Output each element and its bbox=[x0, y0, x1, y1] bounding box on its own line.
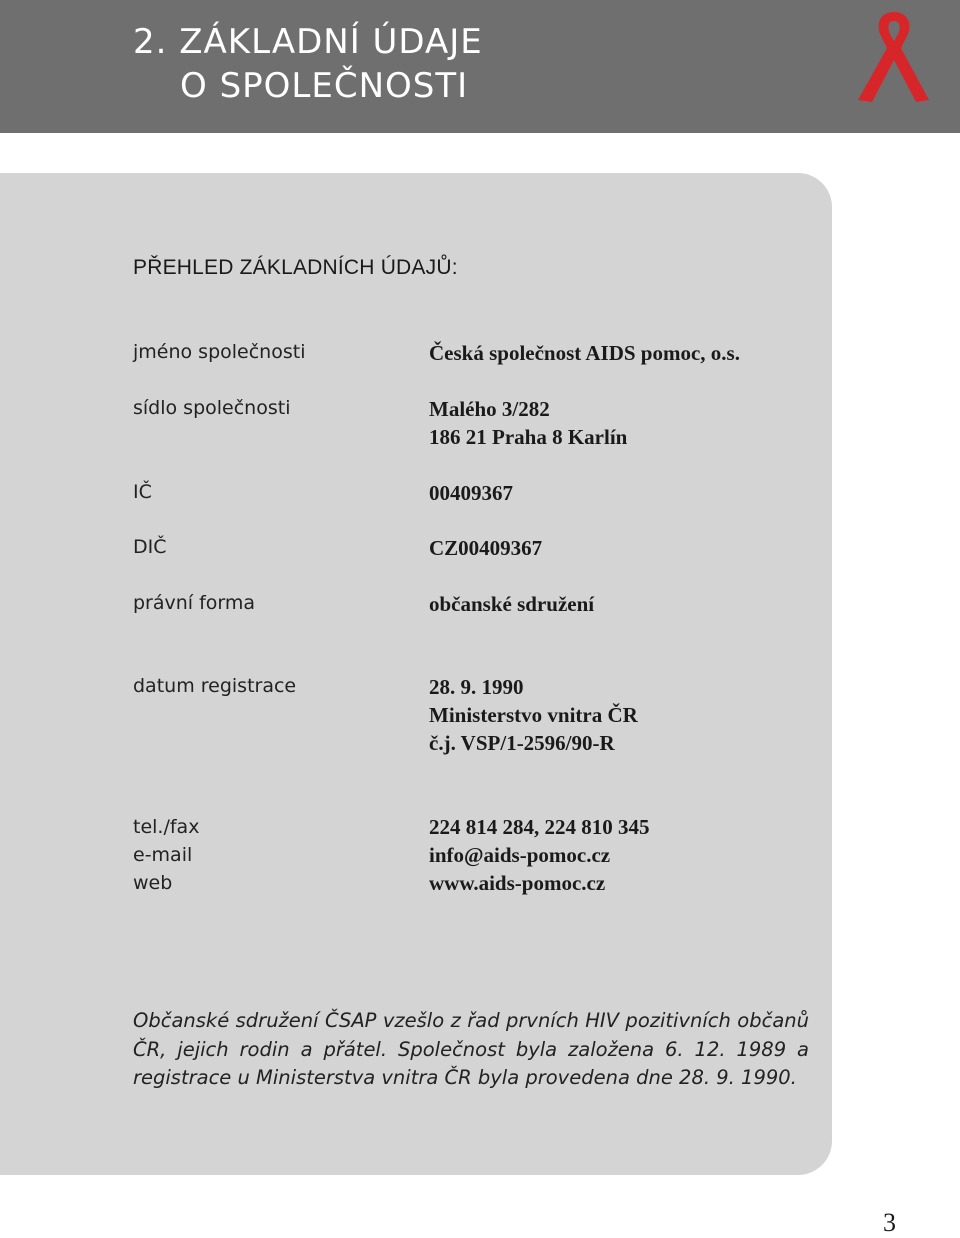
value-dic: CZ00409367 bbox=[429, 536, 543, 560]
value-company-seat bbox=[429, 395, 627, 451]
header-band bbox=[0, 0, 960, 133]
page-number: 3 bbox=[883, 1208, 896, 1237]
value-ic: 00409367 bbox=[429, 481, 513, 505]
label-registration: datum registrace bbox=[133, 675, 297, 697]
seat-street: Malého 3/282 bbox=[429, 397, 550, 421]
chapter-title-line-1: 2. ZÁKLADNÍ ÚDAJE bbox=[133, 22, 483, 62]
value-registration bbox=[429, 673, 638, 757]
contact-values bbox=[429, 813, 650, 897]
label-web: web bbox=[133, 872, 173, 894]
label-dic: DIČ bbox=[133, 536, 167, 558]
chapter-title-line-2: O SPOLEČNOSTI bbox=[180, 66, 469, 106]
registration-reference: č.j. VSP/1-2596/90-R bbox=[429, 731, 615, 755]
value-email[interactable]: info@aids-pomoc.cz bbox=[429, 843, 611, 867]
contact-labels bbox=[133, 813, 199, 897]
value-legal-form: občanské sdružení bbox=[429, 592, 595, 616]
description-paragraph: Občanské sdružení ČSAP vzešlo z řad prvních HIV pozitivních občanů ČR, jejich rodin a přátel. Společnost byla založena 6. 12. 1989 a registrace u Ministerstva vnitra ČR byla provedena dne 28. 9. 1990. bbox=[133, 1009, 809, 1089]
red-ribbon-icon bbox=[850, 8, 930, 104]
label-company-seat: sídlo společnosti bbox=[133, 397, 291, 419]
value-company-name: Česká společnost AIDS pomoc, o.s. bbox=[429, 341, 740, 365]
label-company-name: jméno společnosti bbox=[133, 341, 306, 363]
label-phone: tel./fax bbox=[133, 816, 200, 838]
registration-authority: Ministerstvo vnitra ČR bbox=[429, 703, 638, 727]
label-legal-form: právní forma bbox=[133, 592, 256, 614]
label-ic: IČ bbox=[133, 481, 152, 503]
label-email: e-mail bbox=[133, 844, 193, 866]
value-phone: 224 814 284, 224 810 345 bbox=[429, 815, 650, 839]
section-heading: PŘEHLED ZÁKLADNÍCH ÚDAJŮ: bbox=[133, 256, 458, 279]
registration-date: 28. 9. 1990 bbox=[429, 675, 524, 699]
chapter-title bbox=[133, 20, 483, 108]
value-web[interactable]: www.aids-pomoc.cz bbox=[429, 871, 606, 895]
seat-city: 186 21 Praha 8 Karlín bbox=[429, 425, 628, 449]
